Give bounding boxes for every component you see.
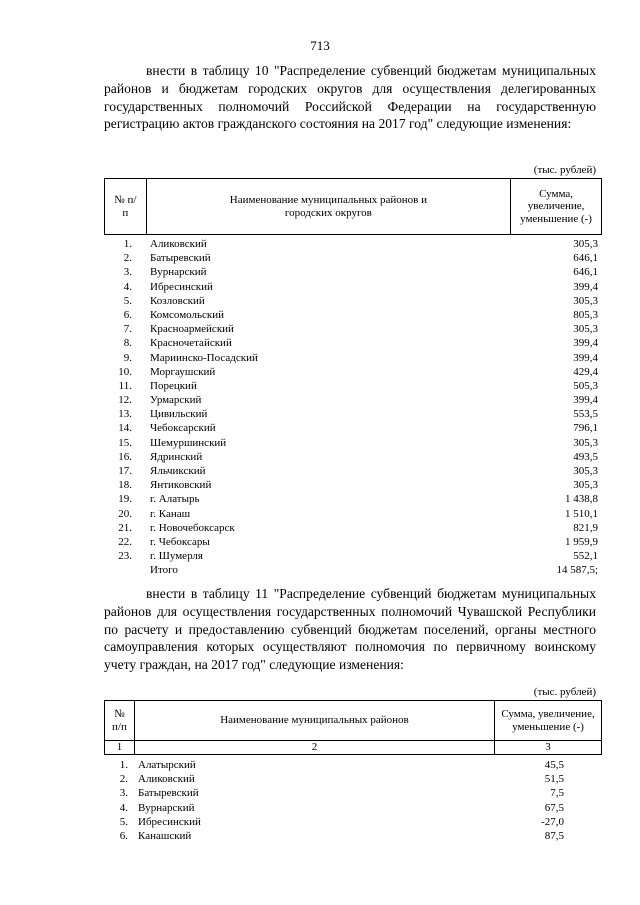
- row-number: 4.: [119, 801, 128, 814]
- row-name: г. Канаш: [150, 507, 191, 520]
- table11-colnum-3: 3: [495, 741, 602, 755]
- row-number: 22.: [118, 535, 132, 548]
- row-value: 14 587,5;: [556, 564, 598, 577]
- row-name: Мариинско-Посадский: [150, 351, 258, 364]
- table11-colnum-2: 2: [134, 741, 494, 755]
- row-number: 3.: [123, 266, 132, 279]
- table-row: [104, 436, 598, 450]
- table-row: [104, 265, 598, 279]
- row-name: Красноармейский: [150, 323, 234, 336]
- table-row: [104, 393, 598, 407]
- row-value: 805,3: [573, 308, 598, 321]
- row-name: г. Чебоксары: [150, 535, 210, 548]
- table-row: [104, 829, 564, 843]
- row-name: Шемуршинский: [150, 436, 227, 449]
- paragraph-table11-intro: [104, 585, 596, 674]
- table11-body: [104, 758, 564, 843]
- row-number: 14.: [118, 422, 132, 435]
- row-name: Чебоксарский: [150, 422, 216, 435]
- row-name: Алатырский: [138, 759, 196, 771]
- row-name: Козловский: [150, 294, 205, 307]
- row-number: 18.: [118, 479, 132, 492]
- row-number: 2.: [119, 773, 128, 786]
- row-name: Аликовский: [138, 773, 195, 786]
- table-row: [104, 535, 598, 549]
- row-value: 646,1: [573, 252, 598, 265]
- row-number: 4.: [123, 280, 132, 293]
- row-name: Итого: [150, 564, 178, 577]
- table11-header: [104, 700, 602, 755]
- row-value: 1 510,1: [565, 507, 598, 520]
- row-value: 399,4: [573, 394, 598, 407]
- row-name: Комсомольский: [150, 308, 225, 321]
- row-name: Вурнарский: [138, 801, 195, 814]
- row-value: -27,0: [541, 815, 564, 828]
- row-number: 6.: [123, 308, 132, 321]
- table-row: [104, 294, 598, 308]
- table-row: [104, 421, 598, 435]
- row-number: 5.: [119, 815, 128, 828]
- table-row: [104, 237, 598, 251]
- table-row: [104, 464, 598, 478]
- table10-body: [104, 237, 598, 578]
- table-row: [104, 786, 564, 800]
- row-value: 87,5: [544, 829, 564, 842]
- table11-units: (тыс. рублей): [533, 686, 596, 698]
- row-name: Цивильский: [150, 408, 208, 421]
- row-number: 17.: [118, 465, 132, 477]
- table-row: [104, 251, 598, 265]
- row-value: 305,3: [573, 323, 598, 336]
- row-name: Батыревский: [150, 252, 211, 265]
- row-name: Аликовский: [150, 238, 207, 250]
- row-number: 1.: [119, 759, 128, 771]
- table-row: [104, 322, 598, 336]
- table-row: [104, 815, 564, 829]
- row-number: 12.: [118, 394, 132, 407]
- row-value: 305,3: [573, 465, 598, 477]
- row-value: 821,9: [573, 521, 598, 534]
- row-value: 429,4: [573, 365, 598, 378]
- table-row: [104, 450, 598, 464]
- table-row: [104, 379, 598, 393]
- table-row: [104, 308, 598, 322]
- row-name: Янтиковский: [150, 479, 212, 492]
- row-value: 399,4: [573, 337, 598, 350]
- row-value: 553,5: [573, 408, 598, 421]
- row-value: 51,5: [544, 773, 564, 786]
- table11-header-sum: Сумма, увеличение, уменьшение (-): [495, 701, 602, 741]
- row-number: 19.: [118, 493, 132, 506]
- row-name: г. Алатырь: [150, 493, 200, 506]
- row-value: 305,3: [573, 479, 598, 492]
- row-number: 5.: [123, 294, 132, 307]
- row-number: 13.: [118, 408, 132, 421]
- row-value: 305,3: [573, 436, 598, 449]
- row-number: 8.: [123, 337, 132, 350]
- paragraph-table10-intro: [104, 62, 596, 133]
- row-value: 493,5: [573, 450, 598, 463]
- row-number: 1.: [123, 238, 132, 250]
- row-number: 16.: [118, 450, 132, 463]
- row-number: 11.: [118, 379, 132, 392]
- table-row: [104, 758, 564, 772]
- row-number: 2.: [123, 252, 132, 265]
- row-value: 399,4: [573, 280, 598, 293]
- table-row: [104, 801, 564, 815]
- row-name: Батыревский: [138, 787, 199, 800]
- row-name: Урмарский: [150, 394, 202, 407]
- row-value: 552,1: [573, 550, 598, 563]
- row-value: 1 438,8: [565, 493, 598, 506]
- table-row: [104, 772, 564, 786]
- paragraph-table10-text: внести в таблицу 10 "Распределение субвенций бюджетам муниципальных районов и бюджетам городских округов для осуществления делегированных государственных полномочий Российской Федерации на государственную регистрацию актов гражданского состояния на 2017 год" следующие изменения:: [104, 63, 596, 132]
- row-name: Красночетайский: [150, 337, 232, 350]
- table-row: [104, 549, 598, 563]
- row-value: 67,5: [544, 801, 564, 814]
- table-row: [104, 280, 598, 294]
- row-name: Ядринский: [150, 450, 203, 463]
- row-name: г. Шумерля: [150, 550, 203, 563]
- row-name: Моргаушский: [150, 365, 216, 378]
- row-name: г. Новочебоксарск: [150, 521, 235, 534]
- table-row: [104, 351, 598, 365]
- row-value: 1 959,9: [565, 535, 598, 548]
- row-name: Вурнарский: [150, 266, 207, 279]
- table10-header-num: № п/п: [105, 179, 147, 235]
- row-number: 23.: [118, 550, 132, 563]
- row-value: 45,5: [544, 759, 564, 771]
- row-number: 9.: [123, 351, 132, 364]
- row-value: 796,1: [573, 422, 598, 435]
- table11-header-num: № п/п: [105, 701, 135, 741]
- row-name: Ибресинский: [138, 815, 201, 828]
- table-row: [104, 521, 598, 535]
- row-value: 646,1: [573, 266, 598, 279]
- paragraph-table11-text: внести в таблицу 11 "Распределение субвенций бюджетам муниципальных районов для осуществления государственных полномочий Чувашской Республики по расчету и предоставлению субвенций бюджетам поселений, органы местного самоуправления которых осуществляют полномочия по первичному воинскому учету граждан, на 2017 год" следующие изменения:: [104, 586, 596, 673]
- page-number: 713: [310, 38, 330, 53]
- row-value: 7,5: [550, 787, 564, 800]
- row-number: 20.: [118, 507, 132, 520]
- table11-header-name: Наименование муниципальных районов: [134, 701, 494, 741]
- row-number: 21.: [118, 521, 132, 534]
- table-row: [104, 407, 598, 421]
- row-number: 10.: [118, 365, 132, 378]
- row-number: 15.: [118, 436, 132, 449]
- table10-header-sum: Сумма, увеличение, уменьшение (-): [511, 179, 602, 235]
- table-row: [104, 507, 598, 521]
- table-row: [104, 563, 598, 577]
- row-number: 6.: [119, 829, 128, 842]
- row-value: 505,3: [573, 379, 598, 392]
- table-row: [104, 492, 598, 506]
- row-name: Канашский: [138, 829, 192, 842]
- row-value: 399,4: [573, 351, 598, 364]
- row-number: 7.: [123, 323, 132, 336]
- row-number: 3.: [119, 787, 128, 800]
- row-name: Ибресинский: [150, 280, 213, 293]
- row-name: Яльчикский: [150, 465, 206, 477]
- table-row: [104, 478, 598, 492]
- table11-colnum-1: 1: [105, 741, 135, 755]
- table-row: [104, 336, 598, 350]
- table-row: [104, 365, 598, 379]
- row-name: Порецкий: [150, 379, 197, 392]
- table10-header: [104, 178, 602, 235]
- row-value: 305,3: [573, 238, 598, 250]
- table10-header-name: Наименование муниципальных районов и городских округов: [146, 179, 510, 235]
- row-value: 305,3: [573, 294, 598, 307]
- table10-units: (тыс. рублей): [533, 164, 596, 176]
